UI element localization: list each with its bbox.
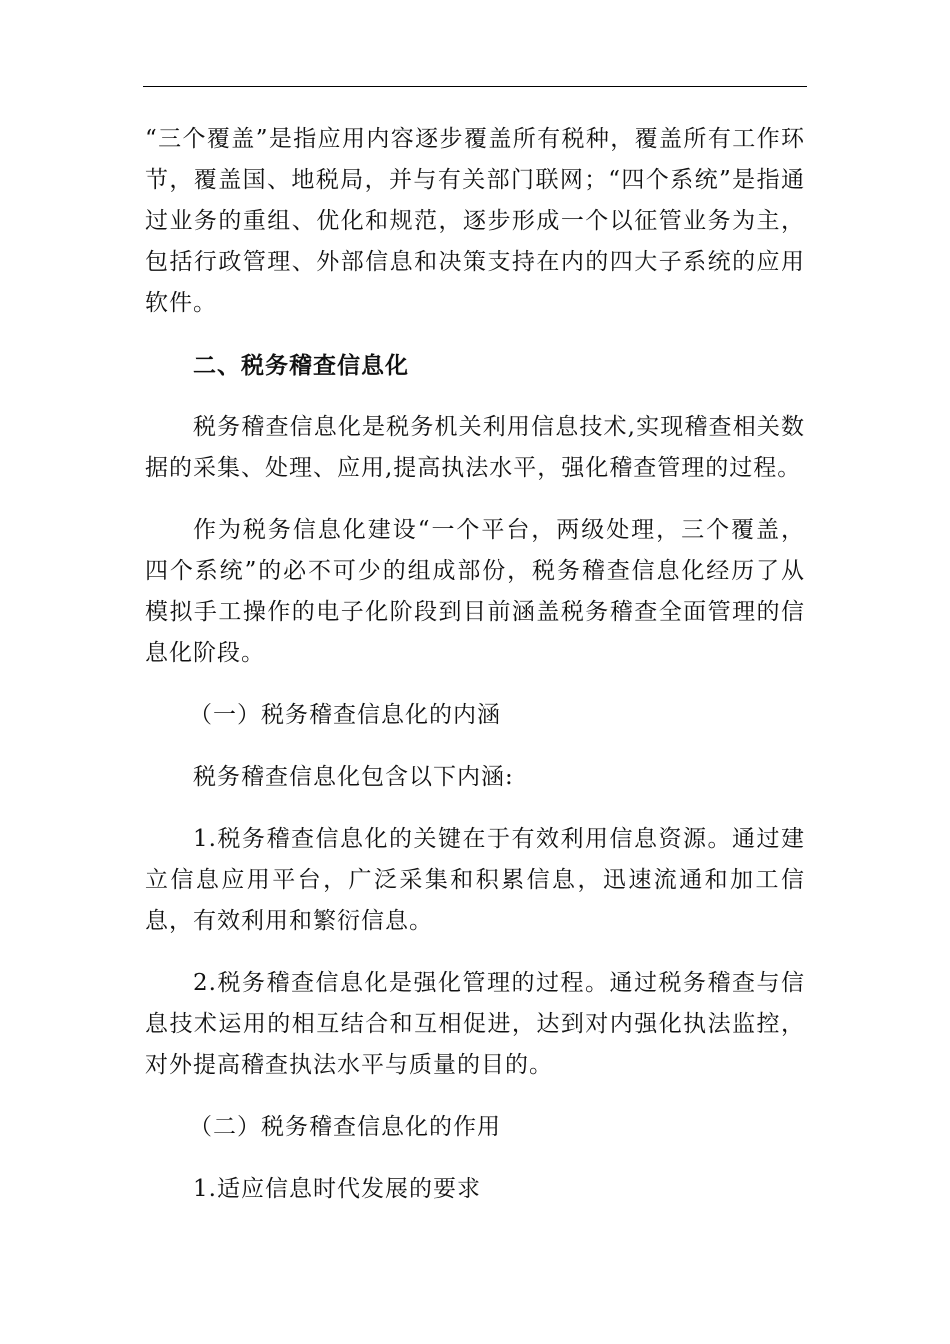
subsection-heading-2: （二）税务稽查信息化的作用 xyxy=(189,1114,501,1140)
intro-paragraph: “三个覆盖”是指应用内容逐步覆盖所有税种，覆盖所有工作环节，覆盖国、地税局，并与有关部门联网；“四个系统”是指通过业务的重组、优化和规范，逐步形成一个以征管业务为主，包括行政管理、外部信息和决策支持在内的四大子系统的应用软件。 xyxy=(145,126,805,316)
development-paragraph: 作为税务信息化建设“一个平台，两级处理，三个覆盖，四个系统”的必不可少的组成部份，税务稽查信息化经历了从模拟手工操作的电子化阶段到目前涵盖税务稽查全面管理的信息化阶段。 xyxy=(145,517,805,666)
document-body xyxy=(145,119,805,1210)
connotation-intro: 税务稽查信息化包含以下内涵: xyxy=(193,764,514,790)
list-item-2: 2.税务稽查信息化是强化管理的过程。通过税务稽查与信息技术运用的相互结合和互相促进，达到对内强化执法监控，对外提高稽查执法水平与质量的目的。 xyxy=(145,970,805,1078)
section-heading: 二、税务稽查信息化 xyxy=(193,352,409,379)
role-item-1: 1.适应信息时代发展的要求 xyxy=(193,1176,481,1202)
subsection-heading-1: （一）税务稽查信息化的内涵 xyxy=(189,702,501,728)
list-item-1: 1.税务稽查信息化的关键在于有效利用信息资源。通过建立信息应用平台，广泛采集和积累信息，迅速流通和加工信息，有效利用和繁衍信息。 xyxy=(145,826,805,934)
definition-paragraph: 税务稽查信息化是税务机关利用信息技术,实现稽查相关数据的采集、处理、应用,提高执法水平，强化稽查管理的过程。 xyxy=(145,414,805,481)
header-rule xyxy=(143,86,807,87)
